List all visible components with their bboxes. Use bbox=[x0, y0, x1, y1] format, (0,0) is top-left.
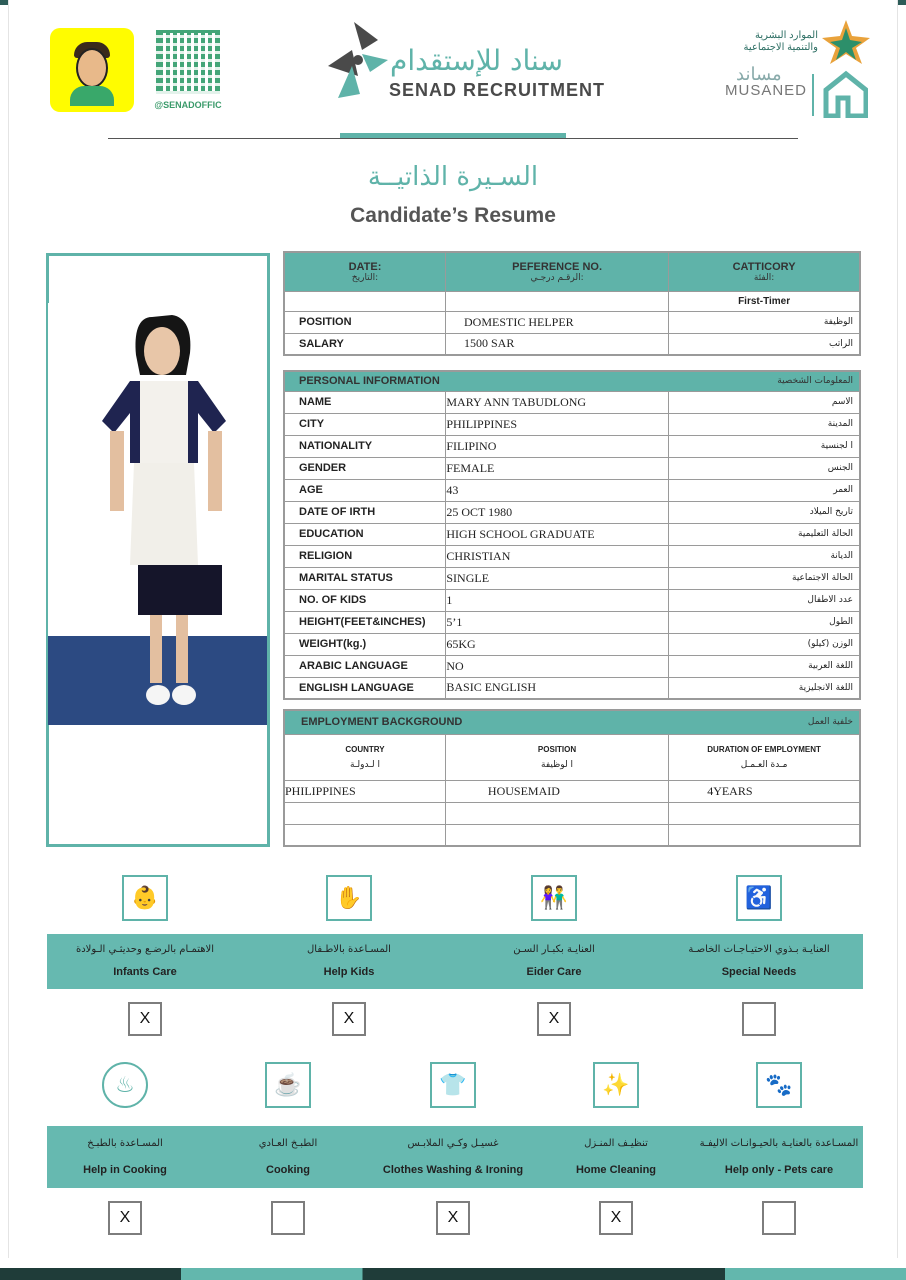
skill-checkbox[interactable]: X bbox=[108, 1201, 142, 1235]
divider bbox=[812, 74, 814, 116]
wheelchair-icon: ♿ bbox=[736, 875, 782, 921]
position-column-header: POSITION ا لوظيفة bbox=[445, 734, 668, 780]
ministry-name-ar: الموارد البشرية والتنمية الاجتماعية bbox=[743, 30, 818, 53]
field-label: WEIGHT(kg.) bbox=[284, 633, 446, 655]
personal-info-row bbox=[284, 479, 860, 501]
personal-info-header-ar: المعلومات الشخصية bbox=[669, 371, 860, 391]
employment-duration bbox=[669, 802, 860, 824]
title-en: Candidate’s Resume bbox=[350, 204, 556, 227]
field-label-ar: الحالة الاجتماعية bbox=[669, 567, 860, 589]
skill-label-en: Clothes Washing & Ironing bbox=[382, 1164, 524, 1176]
field-value: NO bbox=[446, 655, 669, 677]
skill-label-en: Help only - Pets care bbox=[724, 1164, 834, 1176]
personal-info-row bbox=[284, 545, 860, 567]
ministry-logo-icon bbox=[818, 18, 874, 64]
employment-header-ar: خلفية العمل bbox=[669, 710, 860, 734]
position-label-ar: الوظيفة bbox=[669, 311, 860, 333]
field-label-ar: الاسم bbox=[669, 391, 860, 413]
field-label: AGE bbox=[284, 479, 446, 501]
skill-label-ar: تنظيـف المنـزل bbox=[584, 1138, 648, 1149]
skill-label-en: Help Kids bbox=[323, 966, 375, 978]
skill-label-ar: المسـاعدة بالطبـخ bbox=[87, 1138, 163, 1149]
field-label-ar: اللغة العربية bbox=[669, 655, 860, 677]
duration-column-header: DURATION OF EMPLOYMENT مـدة العـمـل bbox=[669, 734, 860, 780]
field-label: NAME bbox=[284, 391, 446, 413]
employment-country bbox=[284, 824, 445, 846]
musaned-logo-icon bbox=[822, 70, 868, 118]
date-value bbox=[284, 291, 445, 311]
field-label-ar: الحالة التعليمية bbox=[669, 523, 860, 545]
brand-name-en: SENAD RECRUITMENT bbox=[389, 80, 606, 100]
personal-info-row bbox=[284, 589, 860, 611]
snapcode-icon[interactable] bbox=[50, 28, 134, 112]
personal-info-row bbox=[284, 655, 860, 677]
skill-label-en: Infants Care bbox=[113, 966, 177, 978]
field-value: SINGLE bbox=[446, 567, 669, 589]
field-label: EDUCATION bbox=[284, 523, 446, 545]
personal-info-row bbox=[284, 523, 860, 545]
skill-checkbox[interactable] bbox=[742, 1002, 776, 1036]
skill-label-en: Special Needs bbox=[721, 966, 797, 978]
field-label-ar: الطول bbox=[669, 611, 860, 633]
skill-label-ar: العنايـة بـذوي الاحتيـاجـات الخاصـة bbox=[688, 944, 830, 955]
category-header: CATTICORY الفئة: bbox=[669, 252, 860, 291]
skill-label-en: Cooking bbox=[266, 1164, 310, 1176]
field-label-ar: الجنس bbox=[669, 457, 860, 479]
employment-row bbox=[284, 824, 860, 846]
baby-hands-icon: 👶 bbox=[122, 875, 168, 921]
employment-country bbox=[284, 802, 445, 824]
position-label: POSITION bbox=[284, 311, 445, 333]
skill-label-en: Eider Care bbox=[526, 966, 582, 978]
employment-header: EMPLOYMENT BACKGROUND bbox=[284, 710, 669, 734]
field-label-ar: عدد الاطفال bbox=[669, 589, 860, 611]
senad-logo-icon bbox=[318, 20, 390, 102]
skill-label-ar: الطبـخ العـادي bbox=[258, 1138, 318, 1149]
field-value: FILIPINO bbox=[446, 435, 669, 457]
skill-label-ar: غسيـل وكـي الملابـس bbox=[407, 1138, 499, 1149]
skill-checkbox[interactable]: X bbox=[537, 1002, 571, 1036]
employment-position: HOUSEMAID bbox=[445, 780, 668, 802]
title-ar: السـيرة الذاتيــة bbox=[367, 162, 539, 192]
country-column-header: COUNTRY ا لـدولـة bbox=[284, 734, 445, 780]
field-label: NO. OF KIDS bbox=[284, 589, 446, 611]
skill-checkbox[interactable]: X bbox=[436, 1201, 470, 1235]
laundry-icon: 👕 bbox=[430, 1062, 476, 1108]
field-label: NATIONALITY bbox=[284, 435, 446, 457]
employment-country: PHILIPPINES bbox=[284, 780, 445, 802]
employment-row bbox=[284, 780, 860, 802]
personal-info-table bbox=[283, 370, 861, 700]
brand-name-ar: سناد للإستقدام bbox=[390, 44, 563, 77]
employment-row bbox=[284, 802, 860, 824]
field-label-ar: الديانة bbox=[669, 545, 860, 567]
employment-table bbox=[283, 709, 861, 847]
skills-band-2 bbox=[47, 1126, 863, 1188]
salary-label-ar: الراتب bbox=[669, 333, 860, 355]
field-label: DATE OF IRTH bbox=[284, 501, 446, 523]
skill-label-ar: المسـاعدة بالاطـفال bbox=[307, 944, 391, 955]
personal-info-row bbox=[284, 457, 860, 479]
field-value: PHILIPPINES bbox=[446, 413, 669, 435]
qr-code-pattern bbox=[156, 30, 220, 94]
field-value: HIGH SCHOOL GRADUATE bbox=[446, 523, 669, 545]
field-value: BASIC ENGLISH bbox=[446, 677, 669, 699]
salary-label: SALARY bbox=[284, 333, 445, 355]
personal-info-row bbox=[284, 435, 860, 457]
header-rule bbox=[108, 138, 798, 139]
salary-value: 1500 SAR bbox=[445, 333, 668, 355]
skill-checkbox[interactable] bbox=[762, 1201, 796, 1235]
musaned-name-ar: مساند bbox=[736, 64, 782, 84]
personal-info-row bbox=[284, 501, 860, 523]
personal-info-row bbox=[284, 567, 860, 589]
field-value: FEMALE bbox=[446, 457, 669, 479]
field-label: RELIGION bbox=[284, 545, 446, 567]
skill-checkbox[interactable]: X bbox=[599, 1201, 633, 1235]
elderly-couple-icon: 👫 bbox=[531, 875, 577, 921]
field-label: ARABIC LANGUAGE bbox=[284, 655, 446, 677]
employment-position bbox=[445, 824, 668, 846]
employment-duration bbox=[669, 824, 860, 846]
field-label-ar: المدينة bbox=[669, 413, 860, 435]
pet-icon: 🐾 bbox=[756, 1062, 802, 1108]
skill-checkbox[interactable]: X bbox=[332, 1002, 366, 1036]
date-header: DATE: التاريخ: bbox=[284, 252, 445, 291]
field-label: HEIGHT(FEET&INCHES) bbox=[284, 611, 446, 633]
personal-info-row bbox=[284, 677, 860, 699]
field-label-ar: تاريخ الميلاد bbox=[669, 501, 860, 523]
reference-header: PEFERENCE NO. الرقـم درجـي: bbox=[445, 252, 668, 291]
field-label: CITY bbox=[284, 413, 446, 435]
field-label-ar: اللغة الانجليزية bbox=[669, 677, 860, 699]
field-label-ar: الوزن (كيلو) bbox=[669, 633, 860, 655]
skill-label-ar: المسـاعدة بالعنايـة بالحيـوانـات الاليفـة bbox=[699, 1138, 859, 1149]
field-value: MARY ANN TABUDLONG bbox=[446, 391, 669, 413]
skill-label-ar: الاهتمـام بالرضـع وحديثـي الـولادة bbox=[75, 944, 215, 955]
field-label: ENGLISH LANGUAGE bbox=[284, 677, 446, 699]
personal-info-row bbox=[284, 611, 860, 633]
skill-checkbox[interactable] bbox=[271, 1201, 305, 1235]
employment-duration: 4YEARS bbox=[669, 780, 860, 802]
skills-band-1 bbox=[47, 934, 863, 989]
skill-label-en: Home Cleaning bbox=[575, 1164, 657, 1176]
category-value: First-Timer bbox=[669, 291, 860, 311]
field-value: 1 bbox=[446, 589, 669, 611]
field-value: CHRISTIAN bbox=[446, 545, 669, 567]
hand-icon: ✋ bbox=[326, 875, 372, 921]
skill-label-ar: العنايـة بكبـار السـن bbox=[513, 944, 595, 955]
candidate-photo bbox=[48, 303, 267, 725]
skill-checkbox[interactable]: X bbox=[128, 1002, 162, 1036]
field-label-ar: ا لجنسية bbox=[669, 435, 860, 457]
field-value: 65KG bbox=[446, 633, 669, 655]
cleaning-icon: ✨ bbox=[593, 1062, 639, 1108]
musaned-name-en: MUSANED bbox=[725, 82, 808, 99]
position-value: DOMESTIC HELPER bbox=[445, 311, 668, 333]
employment-position bbox=[445, 802, 668, 824]
skill-label-en: Help in Cooking bbox=[83, 1164, 167, 1176]
bottom-color-bar bbox=[0, 1268, 906, 1280]
personal-info-header: PERSONAL INFORMATION bbox=[284, 371, 669, 391]
field-value: 43 bbox=[446, 479, 669, 501]
field-label: GENDER bbox=[284, 457, 446, 479]
reference-value bbox=[445, 291, 668, 311]
personal-info-row bbox=[284, 391, 860, 413]
personal-info-row bbox=[284, 633, 860, 655]
field-value: 25 OCT 1980 bbox=[446, 501, 669, 523]
personal-info-row bbox=[284, 413, 860, 435]
field-label-ar: العمر bbox=[669, 479, 860, 501]
field-value: 5’1 bbox=[446, 611, 669, 633]
field-label: MARITAL STATUS bbox=[284, 567, 446, 589]
job-table bbox=[283, 251, 861, 356]
pot-icon: ☕ bbox=[265, 1062, 311, 1108]
qr-handle: @SENADOFFIC bbox=[154, 100, 222, 110]
stove-icon: ♨ bbox=[102, 1062, 148, 1108]
